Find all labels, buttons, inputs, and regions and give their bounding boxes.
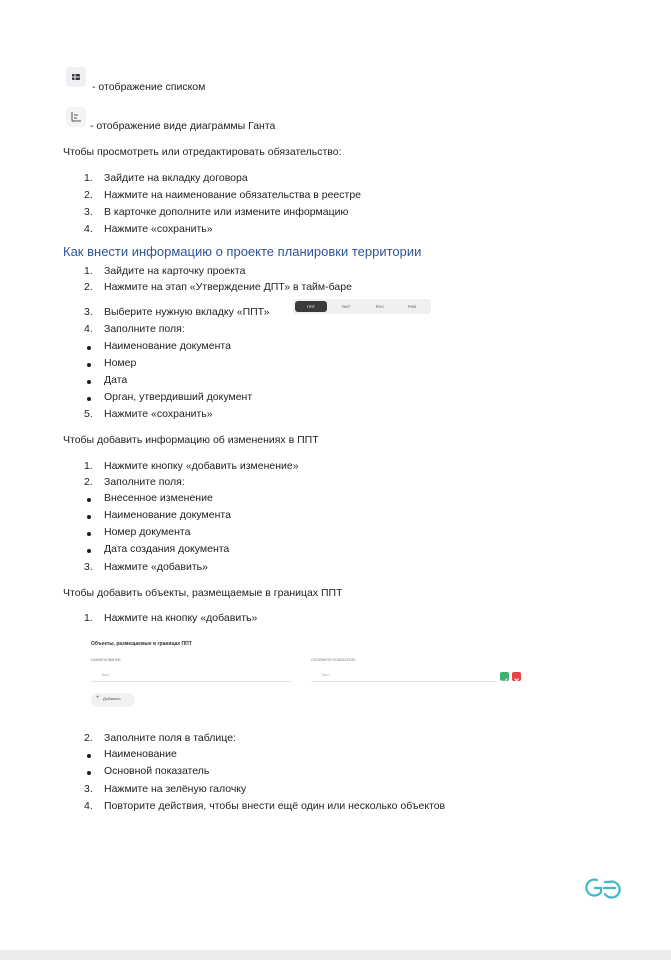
step-number: 2. xyxy=(84,189,93,201)
field-item: Дата создания документа xyxy=(104,543,230,555)
field-item: Основной показатель xyxy=(104,765,210,777)
field-item: Наименование документа xyxy=(104,509,231,521)
bullet xyxy=(87,363,91,367)
section-heading: Как внести информацию о проекте планировки территории xyxy=(63,244,422,259)
bullet xyxy=(87,771,91,775)
field-item: Наименование xyxy=(104,748,177,760)
step-number: 2. xyxy=(84,281,93,293)
delete-button[interactable] xyxy=(512,672,521,681)
step-number: 2. xyxy=(84,476,93,488)
close-icon xyxy=(512,676,521,685)
indicator-placeholder: Текст xyxy=(321,673,330,677)
field-item: Дата xyxy=(104,374,128,386)
objects-table-screenshot xyxy=(80,635,530,710)
column-indicator-header: ОСНОВНОЙ ПОКАЗАТЕЛЬ xyxy=(311,658,356,662)
step-number: 1. xyxy=(84,460,93,472)
tab-ppt[interactable]: ППТ xyxy=(295,301,327,312)
step-number: 3. xyxy=(84,306,93,318)
bullet xyxy=(87,397,91,401)
step-number: 1. xyxy=(84,172,93,184)
step-text: В карточке дополните или измените информацию xyxy=(104,206,349,218)
step-number: 4. xyxy=(84,223,93,235)
field-item: Орган, утвердивший документ xyxy=(104,391,253,403)
step-number: 1. xyxy=(84,612,93,624)
list-view-description: - отображение списком xyxy=(92,81,206,93)
changes-intro: Чтобы добавить информацию об изменениях в ППТ xyxy=(63,434,319,446)
step-number: 3. xyxy=(84,783,93,795)
tab-rnv[interactable]: РНВ xyxy=(407,304,417,309)
step-number: 5. xyxy=(84,408,93,420)
add-button-label: Добавить xyxy=(103,696,121,701)
name-input[interactable] xyxy=(91,670,291,682)
objects-intro: Чтобы добавить объекты, размещаемые в границах ППТ xyxy=(63,587,343,599)
field-item: Номер документа xyxy=(104,526,191,538)
step-text: Заполните поля в таблице: xyxy=(104,732,236,744)
step-text: Зайдите на вкладку договора xyxy=(104,172,248,184)
column-name-header: НАИМЕНОВАНИЕ xyxy=(91,658,121,662)
step-text: Зайдите на карточку проекта xyxy=(104,265,246,277)
step-text: Заполните поля: xyxy=(104,476,185,488)
field-item: Внесенное изменение xyxy=(104,492,213,504)
tab-rns[interactable]: РНС xyxy=(375,304,385,309)
confirm-button[interactable] xyxy=(500,672,509,681)
step-text: Повторите действия, чтобы внести ещё один или несколько объектов xyxy=(104,800,446,812)
gantt-icon xyxy=(66,107,86,127)
step-text: Заполните поля: xyxy=(104,323,185,335)
step-number: 3. xyxy=(84,206,93,218)
step-number: 2. xyxy=(84,732,93,744)
step-number: 4. xyxy=(84,800,93,812)
step-number: 4. xyxy=(84,323,93,335)
name-placeholder: Текст xyxy=(101,673,110,677)
bullet xyxy=(87,498,91,502)
check-icon xyxy=(500,676,509,685)
document-tabs xyxy=(293,299,431,314)
gantt-view-description: - отображение виде диаграммы Ганта xyxy=(90,120,276,132)
obligation-intro: Чтобы просмотреть или отредактировать обязательство: xyxy=(63,146,342,158)
step-text: Нажмите «сохранить» xyxy=(104,408,213,420)
step-text: Нажмите кнопку «добавить изменение» xyxy=(104,460,299,472)
step-text: Нажмите «сохранить» xyxy=(104,223,213,235)
field-item: Номер xyxy=(104,357,137,369)
indicator-input[interactable] xyxy=(311,670,496,682)
step-text: Выберите нужную вкладку «ППТ» xyxy=(104,306,270,318)
bullet xyxy=(87,532,91,536)
company-logo-icon xyxy=(583,876,623,900)
bullet xyxy=(87,549,91,553)
add-button[interactable] xyxy=(91,693,135,707)
tab-pmt[interactable]: ПМТ xyxy=(341,304,351,309)
table-icon xyxy=(66,67,86,87)
step-text: Нажмите на наименование обязательства в реестре xyxy=(104,189,361,201)
step-text: Нажмите на этап «Утверждение ДПТ» в тайм-баре xyxy=(104,281,352,293)
plus-icon: + xyxy=(96,695,100,701)
bullet xyxy=(87,515,91,519)
step-text: Нажмите «добавить» xyxy=(104,561,208,573)
bullet xyxy=(87,346,91,350)
step-text: Нажмите на кнопку «добавить» xyxy=(104,612,258,624)
field-item: Наименование документа xyxy=(104,340,231,352)
bullet xyxy=(87,754,91,758)
bullet xyxy=(87,380,91,384)
step-text: Нажмите на зелёную галочку xyxy=(104,783,247,795)
step-number: 1. xyxy=(84,265,93,277)
objects-table-title: Объекты, размещаемые в границах ППТ xyxy=(91,641,192,647)
viewer-bottom-bar xyxy=(0,950,671,960)
step-number: 3. xyxy=(84,561,93,573)
